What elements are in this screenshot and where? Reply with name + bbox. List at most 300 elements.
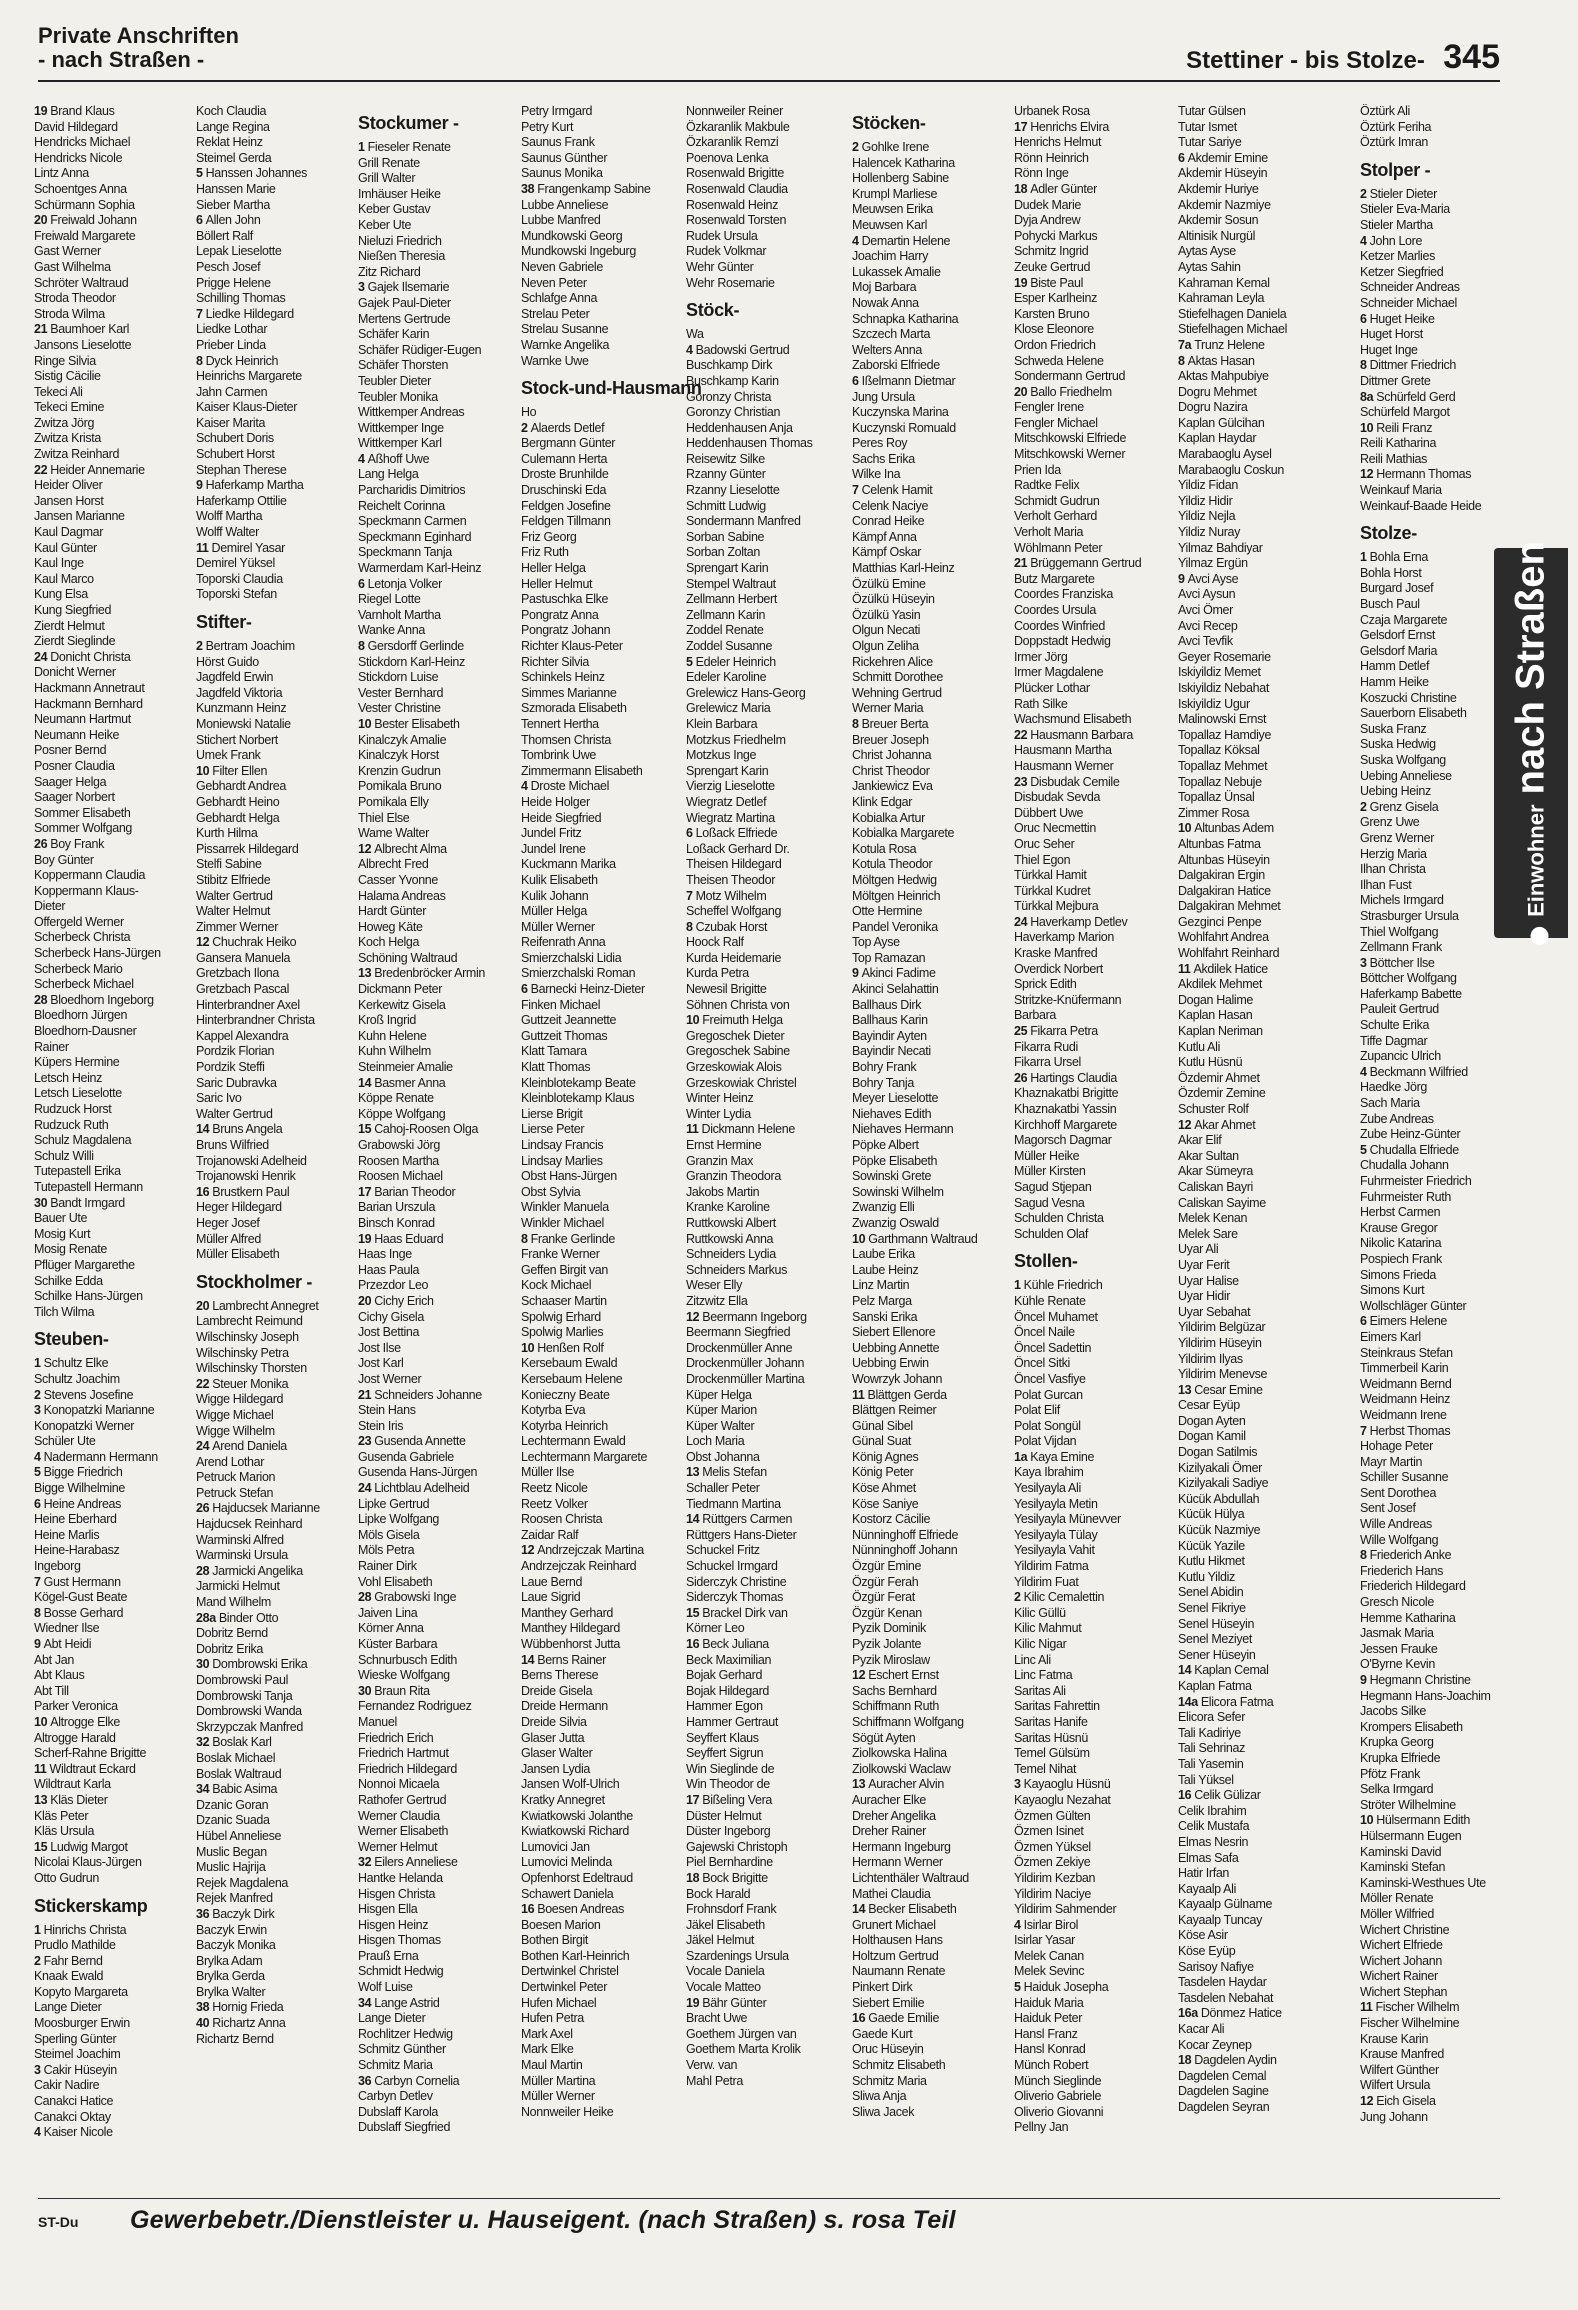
resident-entry — [1360, 1642, 1516, 1658]
resident-name: Kläs Peter — [34, 1808, 89, 1823]
resident-name: Tutar Gülsen — [1178, 104, 1246, 118]
resident-name: Koch Claudia — [196, 104, 267, 118]
resident-name: Andrzejczak Martina — [537, 1543, 644, 1558]
resident-name: Cakir Hüseyin — [43, 2062, 117, 2077]
resident-name: Geyer Rosemarie — [1178, 649, 1271, 664]
resident-name: John Lore — [1369, 233, 1423, 248]
resident-entry — [34, 1762, 190, 1778]
resident-entry — [1014, 572, 1170, 588]
resident-name: Kacar Ali — [1178, 2022, 1225, 2037]
resident-entry — [1178, 790, 1334, 806]
resident-entry — [34, 1684, 190, 1700]
resident-entry — [196, 795, 352, 811]
resident-name: Becker Elisabeth — [868, 1902, 957, 1917]
resident-entry — [852, 764, 1008, 780]
resident-entry — [521, 1341, 677, 1357]
resident-entry — [852, 327, 1008, 343]
resident-name: Verholt Maria — [1014, 525, 1084, 540]
resident-entry — [196, 229, 352, 245]
resident-entry — [852, 1310, 1008, 1326]
resident-entry — [686, 1450, 842, 1466]
resident-entry — [196, 135, 352, 151]
resident-entry — [34, 2110, 190, 2126]
resident-entry — [686, 421, 842, 437]
resident-entry — [852, 1684, 1008, 1700]
house-number: 20 — [34, 213, 48, 228]
resident-name: Umek Frank — [196, 748, 261, 763]
resident-name: Wöhlmann Peter — [1014, 540, 1103, 555]
resident-entry — [1014, 977, 1170, 993]
resident-entry — [521, 354, 677, 370]
resident-name: Gebhardt Heino — [196, 794, 280, 809]
resident-entry — [1178, 821, 1334, 837]
resident-name: Werner Elisabeth — [358, 1824, 449, 1839]
resident-entry — [1360, 722, 1516, 738]
resident-name: Köse Eyüp — [1178, 1944, 1236, 1959]
resident-entry — [1178, 182, 1334, 198]
resident-name: Mertens Gertrude — [358, 311, 451, 326]
resident-name: Kerkewitz Gisela — [358, 997, 446, 1012]
resident-entry — [34, 1606, 190, 1622]
resident-entry — [358, 1076, 514, 1092]
resident-name: Wilschinsky Thorsten — [196, 1361, 307, 1376]
resident-entry — [34, 556, 190, 572]
house-number: 20 — [196, 1298, 210, 1313]
resident-name: Vester Bernhard — [358, 685, 444, 700]
resident-name: Körner Anna — [358, 1621, 424, 1636]
resident-name: Köse Ahmet — [852, 1481, 916, 1496]
resident-entry — [852, 483, 1008, 499]
resident-entry — [1178, 1040, 1334, 1056]
resident-entry — [1178, 759, 1334, 775]
resident-entry — [521, 1185, 677, 1201]
resident-name: Saager Helga — [34, 774, 107, 789]
resident-name: Tekeci Emine — [34, 400, 105, 415]
resident-name: Wachsmund Elisabeth — [1014, 712, 1132, 727]
resident-name: Jacobs Silke — [1360, 1704, 1426, 1719]
resident-name: Gusenda Gabriele — [358, 1449, 454, 1464]
resident-name: Steinmeier Amalie — [358, 1060, 453, 1075]
resident-entry — [358, 545, 514, 561]
resident-entry — [1178, 2053, 1334, 2069]
resident-name: Walter Gertrud — [196, 888, 273, 903]
resident-entry — [34, 681, 190, 697]
resident-entry — [1360, 1330, 1516, 1346]
resident-name: Elmas Safa — [1178, 1850, 1239, 1865]
resident-name: Uyar Ali — [1178, 1242, 1219, 1257]
resident-entry — [358, 608, 514, 624]
resident-name: Müller Helga — [521, 904, 587, 919]
resident-name: Caliskan Bayri — [1178, 1179, 1253, 1194]
resident-name: Boslak Waltraud — [196, 1766, 282, 1781]
resident-name: Mundkowski Georg — [521, 228, 623, 243]
resident-name: Franke Gerlinde — [530, 1231, 615, 1246]
resident-name: Timmerbeil Karin — [1360, 1361, 1449, 1376]
resident-entry — [196, 182, 352, 198]
resident-name: Melek Sare — [1178, 1226, 1238, 1241]
resident-entry — [358, 779, 514, 795]
resident-entry — [1014, 743, 1170, 759]
resident-entry — [34, 463, 190, 479]
resident-entry — [852, 686, 1008, 702]
resident-name: Krause Manfred — [1360, 2047, 1445, 2062]
resident-entry — [1360, 1767, 1516, 1783]
resident-entry — [686, 260, 842, 276]
resident-entry — [686, 811, 842, 827]
resident-entry — [1178, 1367, 1334, 1383]
resident-name: Pongratz Johann — [521, 623, 611, 638]
resident-entry — [358, 873, 514, 889]
resident-name: Kirchhoff Margarete — [1014, 1117, 1117, 1132]
resident-name: Bohry Frank — [852, 1060, 917, 1075]
resident-entry — [852, 514, 1008, 530]
resident-name: Sögüt Ayten — [852, 1730, 916, 1745]
resident-entry — [34, 1871, 190, 1887]
resident-name: Smierzchalski Lidia — [521, 950, 622, 965]
resident-name: Khaznakatbi Brigitte — [1014, 1086, 1119, 1101]
resident-name: Dickmann Peter — [358, 982, 443, 997]
resident-name: Wichert Johann — [1360, 1953, 1442, 1968]
resident-name: Haedke Jörg — [1360, 1080, 1428, 1095]
resident-name: Topallaz Nebuje — [1178, 774, 1262, 789]
resident-name: Haiduk Maria — [1014, 1995, 1084, 2010]
resident-name: Uyar Halise — [1178, 1273, 1239, 1288]
house-number: 23 — [1014, 774, 1028, 789]
resident-entry — [521, 2089, 677, 2105]
directory-column — [852, 104, 1008, 2164]
resident-entry — [1014, 1356, 1170, 1372]
resident-entry — [686, 2011, 842, 2027]
resident-entry — [686, 229, 842, 245]
house-number: 24 — [358, 1481, 372, 1496]
resident-name: Tali Sehrinaz — [1178, 1741, 1246, 1756]
resident-entry — [1178, 681, 1334, 697]
resident-name: Schmitt Ludwig — [686, 498, 766, 513]
resident-entry — [521, 655, 677, 671]
resident-entry — [196, 982, 352, 998]
house-number: 4 — [852, 233, 859, 248]
resident-entry — [521, 2027, 677, 2043]
resident-entry — [196, 857, 352, 873]
resident-name: Dogan Ayten — [1178, 1413, 1246, 1428]
resident-name: Kwiatkowski Jolanthe — [521, 1808, 633, 1823]
resident-name: Reili Mathias — [1360, 451, 1428, 466]
resident-entry — [34, 1481, 190, 1497]
resident-name: Schmitz Maria — [358, 2058, 433, 2073]
resident-entry — [1360, 2078, 1516, 2094]
resident-entry — [686, 1606, 842, 1622]
resident-entry — [1178, 307, 1334, 323]
resident-name: Stiefelhagen Michael — [1178, 322, 1288, 337]
resident-entry — [1178, 806, 1334, 822]
resident-name: Filter Ellen — [212, 763, 268, 778]
resident-name: Haiduk Josepha — [1023, 1980, 1109, 1995]
resident-name: Köppe Wolfgang — [358, 1106, 446, 1121]
resident-entry — [34, 977, 190, 993]
resident-name: Stickdorn Karl-Heinz — [358, 654, 465, 669]
resident-name: Kwiatkowski Richard — [521, 1824, 629, 1839]
house-number: 26 — [34, 836, 48, 851]
resident-entry — [1014, 1606, 1170, 1622]
resident-entry — [358, 1138, 514, 1154]
resident-name: Fuhrmeister Friedrich — [1360, 1174, 1472, 1188]
resident-name: Heine Eberhard — [34, 1512, 117, 1527]
resident-name: Polat Gurcan — [1014, 1387, 1083, 1402]
resident-name: Uebbing Erwin — [852, 1356, 929, 1371]
resident-name: Adler Günter — [1030, 181, 1097, 196]
resident-entry — [34, 1731, 190, 1747]
resident-name: Ißelmann Dietmar — [861, 373, 956, 388]
resident-entry — [852, 1029, 1008, 1045]
resident-entry — [34, 1497, 190, 1513]
resident-entry — [1014, 307, 1170, 323]
resident-entry — [34, 1149, 190, 1165]
house-number: 36 — [196, 1906, 210, 1921]
resident-entry — [196, 1611, 352, 1627]
house-number: 10 — [196, 763, 210, 778]
resident-name: Ziolkowska Halina — [852, 1746, 947, 1761]
resident-entry — [358, 2042, 514, 2058]
resident-entry — [1178, 1726, 1334, 1742]
resident-name: Ballhaus Dirk — [852, 997, 922, 1012]
resident-name: Wildtraut Karla — [34, 1777, 111, 1792]
resident-entry — [1014, 712, 1170, 728]
resident-name: Chudalla Johann — [1360, 1158, 1449, 1173]
resident-name: Nonnweiler Reiner — [686, 104, 783, 118]
resident-name: Teubler Monika — [358, 389, 438, 404]
house-number: 8a — [1360, 389, 1374, 404]
resident-entry — [686, 1543, 842, 1559]
house-number: 20 — [1014, 384, 1028, 399]
resident-name: Kutlu Hikmet — [1178, 1554, 1245, 1569]
resident-name: Tasdelen Haydar — [1178, 1975, 1267, 1990]
resident-entry — [1360, 847, 1516, 863]
house-number: 30 — [196, 1657, 210, 1672]
resident-name: Dübbert Uwe — [1014, 805, 1084, 820]
resident-entry — [34, 1824, 190, 1840]
resident-name: Kotyrba Eva — [521, 1403, 586, 1418]
resident-name: Köse Asir — [1178, 1928, 1228, 1943]
resident-entry — [521, 1356, 677, 1372]
resident-name: Scherbeck Christa — [34, 930, 131, 945]
resident-entry — [521, 1918, 677, 1934]
resident-entry — [196, 889, 352, 905]
resident-entry — [1178, 665, 1334, 681]
resident-name: Kotyrba Heinrich — [521, 1418, 608, 1433]
directory-column — [196, 104, 352, 2164]
resident-entry — [686, 764, 842, 780]
resident-name: Wolff Martha — [196, 509, 263, 524]
resident-entry — [1014, 1180, 1170, 1196]
resident-name: Grill Walter — [358, 171, 416, 186]
resident-name: Sistig Cäcilie — [34, 369, 101, 384]
resident-entry — [358, 280, 514, 296]
section-tab-line1: Einwohner — [1523, 804, 1549, 917]
resident-name: Oruc Hüseyin — [852, 2042, 924, 2057]
resident-name: Bruns Angela — [212, 1122, 283, 1137]
resident-name: Suska Wolfgang — [1360, 752, 1446, 767]
resident-name: Tasdelen Nebahat — [1178, 1990, 1274, 2005]
resident-entry — [1178, 1788, 1334, 1804]
resident-entry — [686, 2042, 842, 2058]
section-tab[interactable] — [1494, 541, 1568, 938]
resident-entry — [34, 1512, 190, 1528]
resident-name: König Agnes — [852, 1449, 919, 1464]
resident-name: Win Sieglinde de — [686, 1761, 775, 1776]
resident-entry — [358, 1699, 514, 1715]
resident-name: Melek Sevinc — [1014, 1964, 1085, 1979]
resident-name: Scherbeck Mario — [34, 961, 123, 976]
resident-entry — [196, 1735, 352, 1751]
resident-entry — [1014, 837, 1170, 853]
resident-entry — [1178, 198, 1334, 214]
resident-name: Zwitza Jörg — [34, 415, 95, 430]
resident-name: Roosen Martha — [358, 1153, 439, 1168]
resident-entry — [1178, 400, 1334, 416]
resident-entry — [852, 1621, 1008, 1637]
resident-entry — [1178, 1414, 1334, 1430]
resident-name: Manthey Hildegard — [521, 1621, 620, 1636]
house-number: 14a — [1178, 1694, 1198, 1709]
resident-name: Möltgen Heinrich — [852, 888, 941, 903]
resident-entry — [1360, 831, 1516, 847]
resident-entry — [34, 1715, 190, 1731]
house-number: 2 — [1360, 799, 1367, 814]
resident-entry — [852, 1855, 1008, 1871]
resident-entry — [1178, 1024, 1334, 1040]
resident-name: Dalgakiran Ergin — [1178, 868, 1265, 883]
resident-entry — [852, 1731, 1008, 1747]
resident-entry — [358, 639, 514, 655]
resident-name: Lindsay Marlies — [521, 1153, 603, 1168]
resident-name: Bloedhorn Ingeborg — [50, 992, 154, 1007]
resident-name: Sachs Erika — [852, 451, 915, 466]
directory-columns — [34, 104, 1491, 2164]
resident-entry — [1014, 853, 1170, 869]
resident-name: Baczyk Dirk — [212, 1906, 275, 1921]
resident-name: Hamm Detlef — [1360, 659, 1430, 674]
resident-entry — [1014, 1809, 1170, 1825]
resident-entry — [686, 2074, 842, 2090]
resident-name: Lang Helga — [358, 467, 419, 482]
resident-entry — [521, 1590, 677, 1606]
resident-entry — [1014, 1118, 1170, 1134]
resident-entry — [521, 1076, 677, 1092]
resident-name: Pomikala Bruno — [358, 779, 442, 794]
resident-name: Rainer Dirk — [358, 1559, 417, 1574]
resident-entry — [521, 1029, 677, 1045]
resident-name: Münch Sieglinde — [1014, 2073, 1102, 2088]
resident-name: Schneider Andreas — [1360, 280, 1460, 295]
resident-name: Petruck Stefan — [196, 1485, 274, 1500]
street-heading: Stifter- — [196, 612, 252, 632]
resident-entry — [852, 499, 1008, 515]
resident-entry — [1014, 634, 1170, 650]
street-heading: Stock-und-Hausmann — [521, 378, 702, 399]
resident-name: Linc Fatma — [1014, 1668, 1073, 1683]
resident-name: Dogru Mehmet — [1178, 384, 1257, 399]
resident-entry — [1014, 431, 1170, 447]
resident-entry — [1178, 650, 1334, 666]
resident-name: Lichtenthäler Waltraud — [852, 1870, 969, 1885]
resident-name: Glaser Walter — [521, 1746, 593, 1761]
resident-name: Lierse Brigit — [521, 1106, 583, 1121]
resident-name: Akdilek Mehmet — [1178, 977, 1263, 992]
house-number: 6 — [1360, 1314, 1367, 1329]
resident-name: Öncel Sadettin — [1014, 1340, 1092, 1355]
resident-entry — [686, 1044, 842, 1060]
resident-name: Topallaz Köksal — [1178, 743, 1260, 758]
resident-name: Hohage Peter — [1360, 1439, 1433, 1454]
resident-name: Schäfer Rüdiger-Eugen — [358, 342, 482, 357]
resident-name: Schaller Peter — [686, 1481, 760, 1496]
resident-name: Öztürk Ali — [1360, 104, 1410, 118]
house-number: 4 — [34, 1449, 41, 1464]
resident-entry — [1014, 697, 1170, 713]
resident-name: Overdick Norbert — [1014, 961, 1103, 976]
resident-name: Sprick Edith — [1014, 977, 1077, 992]
resident-entry — [1360, 1392, 1516, 1408]
resident-entry — [1014, 2120, 1170, 2136]
resident-entry — [852, 795, 1008, 811]
house-number: 16 — [521, 1902, 535, 1917]
resident-entry — [34, 884, 190, 900]
resident-name: Henrichs Elvira — [1030, 119, 1110, 134]
resident-name: Drockenmüller Anne — [686, 1340, 793, 1355]
resident-entry — [521, 244, 677, 260]
resident-entry — [34, 166, 190, 182]
resident-entry — [1014, 1871, 1170, 1887]
resident-name: Reisewitz Silke — [686, 451, 765, 466]
resident-entry — [196, 1533, 352, 1549]
resident-name: Bohla Horst — [1360, 565, 1422, 580]
house-number: 28 — [358, 1590, 372, 1605]
house-number: 10 — [521, 1340, 535, 1355]
resident-entry — [686, 1356, 842, 1372]
resident-name: Khaznakatbi Yassin — [1014, 1102, 1117, 1116]
resident-name: Senel Fikriye — [1178, 1601, 1246, 1615]
resident-name: Kurth Hilma — [196, 826, 258, 841]
resident-name: Eimers Helene — [1369, 1314, 1448, 1329]
resident-name: Spolwig Marlies — [521, 1325, 604, 1340]
resident-entry — [521, 1575, 677, 1591]
resident-name: Droste Michael — [530, 779, 610, 794]
resident-name: Coordes Winfried — [1014, 618, 1105, 633]
resident-name: Freimuth Helga — [702, 1013, 783, 1028]
resident-name: Weidmann Bernd — [1360, 1376, 1452, 1391]
resident-entry — [686, 1996, 842, 2012]
resident-name: Kraske Manfred — [1014, 946, 1098, 961]
house-number: 16 — [1178, 1788, 1192, 1803]
resident-entry — [358, 857, 514, 873]
resident-entry — [34, 759, 190, 775]
resident-name: Sagud Stjepan — [1014, 1179, 1092, 1194]
resident-entry — [1360, 1236, 1516, 1252]
resident-entry — [521, 1980, 677, 1996]
resident-entry — [1360, 1782, 1516, 1798]
house-number: 4 — [521, 779, 528, 794]
resident-entry — [1014, 1450, 1170, 1466]
resident-name: Andrzejczak Reinhard — [521, 1559, 637, 1574]
house-number: 8 — [196, 353, 203, 368]
house-number: 9 — [1360, 1673, 1367, 1687]
resident-entry — [852, 1699, 1008, 1715]
resident-name: Warnke Uwe — [521, 353, 589, 368]
resident-entry — [34, 821, 190, 837]
resident-name: Topallaz Hamdiye — [1178, 727, 1272, 742]
resident-name: Warminski Ursula — [196, 1548, 288, 1563]
resident-name: Kersebaum Helene — [521, 1371, 623, 1386]
